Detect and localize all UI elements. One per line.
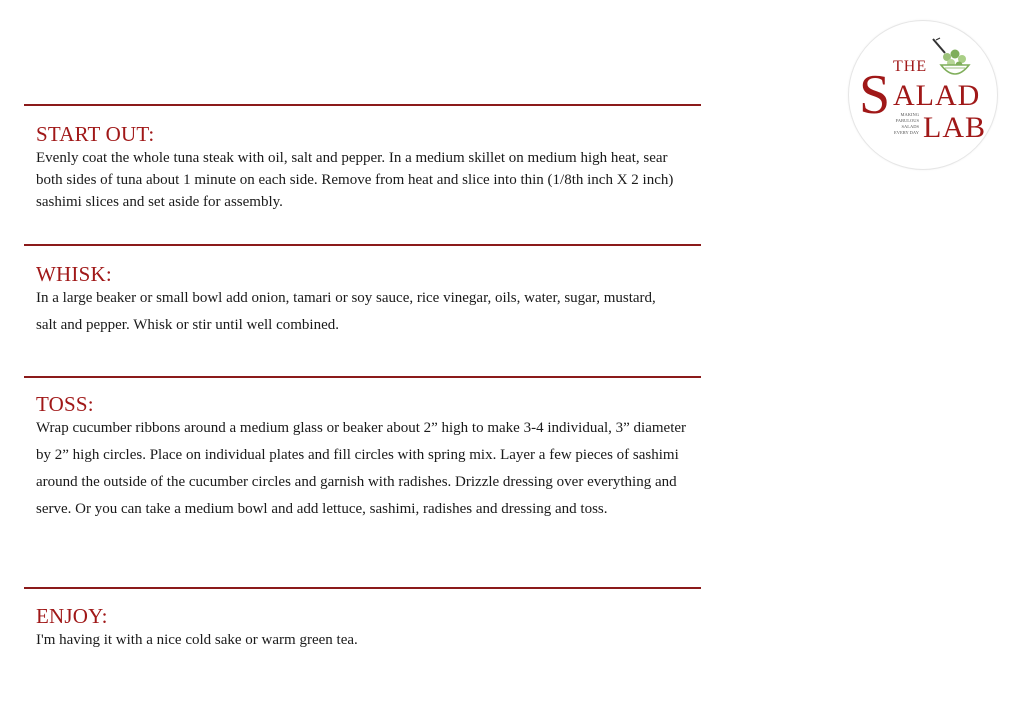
section-body: Wrap cucumber ribbons around a medium glass or beaker about 2” high to make 3-4 individual, 3” diameter by 2” high circles. Place on individual plates and fill circles with spring mix. Layer a few pieces of sashimi around the outside of the cucumber circles and garnish with radishes. Drizzle dressing over everything and serve. Or you can take a medium bowl and add lettuce, sashimi, radishes and dressing and toss. xyxy=(36,420,687,517)
salad-bowl-icon xyxy=(933,38,969,74)
divider-enjoy xyxy=(24,587,701,589)
logo-tagline-2: FABULOUS xyxy=(895,118,919,123)
section-heading: WHISK: xyxy=(36,262,112,286)
section-heading: TOSS: xyxy=(36,392,94,416)
logo-tagline-4: EVERY DAY xyxy=(893,130,919,135)
section-body: Evenly coat the whole tuna steak with oil, salt and pepper. In a medium skillet on medium high heat, sear both sides of tuna about 1 minute on each side. Remove from heat and slice into thin (1/8th inch X 2 inch) sashimi slices and set aside for assembly. xyxy=(36,150,674,210)
logo-tagline-1: MAKING xyxy=(900,112,919,117)
divider-whisk xyxy=(24,244,701,246)
section-whisk xyxy=(36,261,696,339)
salad-lab-logo xyxy=(848,20,998,170)
section-enjoy xyxy=(36,603,696,651)
section-heading: ENJOY: xyxy=(36,604,108,628)
logo-word-alad: ALAD xyxy=(893,79,981,112)
section-start-out xyxy=(36,121,696,213)
section-toss xyxy=(36,391,696,523)
divider-start-out xyxy=(24,104,701,106)
logo-graphic xyxy=(849,21,997,169)
divider-toss xyxy=(24,376,701,378)
logo-word-the: THE xyxy=(893,58,928,75)
section-heading: START OUT: xyxy=(36,122,155,146)
section-body: In a large beaker or small bowl add onion, tamari or soy sauce, rice vinegar, oils, water, sugar, mustard, salt and pepper. Whisk or stir until well combined. xyxy=(36,290,656,333)
logo-letter-s: S xyxy=(859,64,891,126)
logo-tagline-3: SALADS xyxy=(901,124,919,129)
logo-word-lab: LAB xyxy=(923,111,986,144)
section-body: I'm having it with a nice cold sake or warm green tea. xyxy=(36,632,358,648)
